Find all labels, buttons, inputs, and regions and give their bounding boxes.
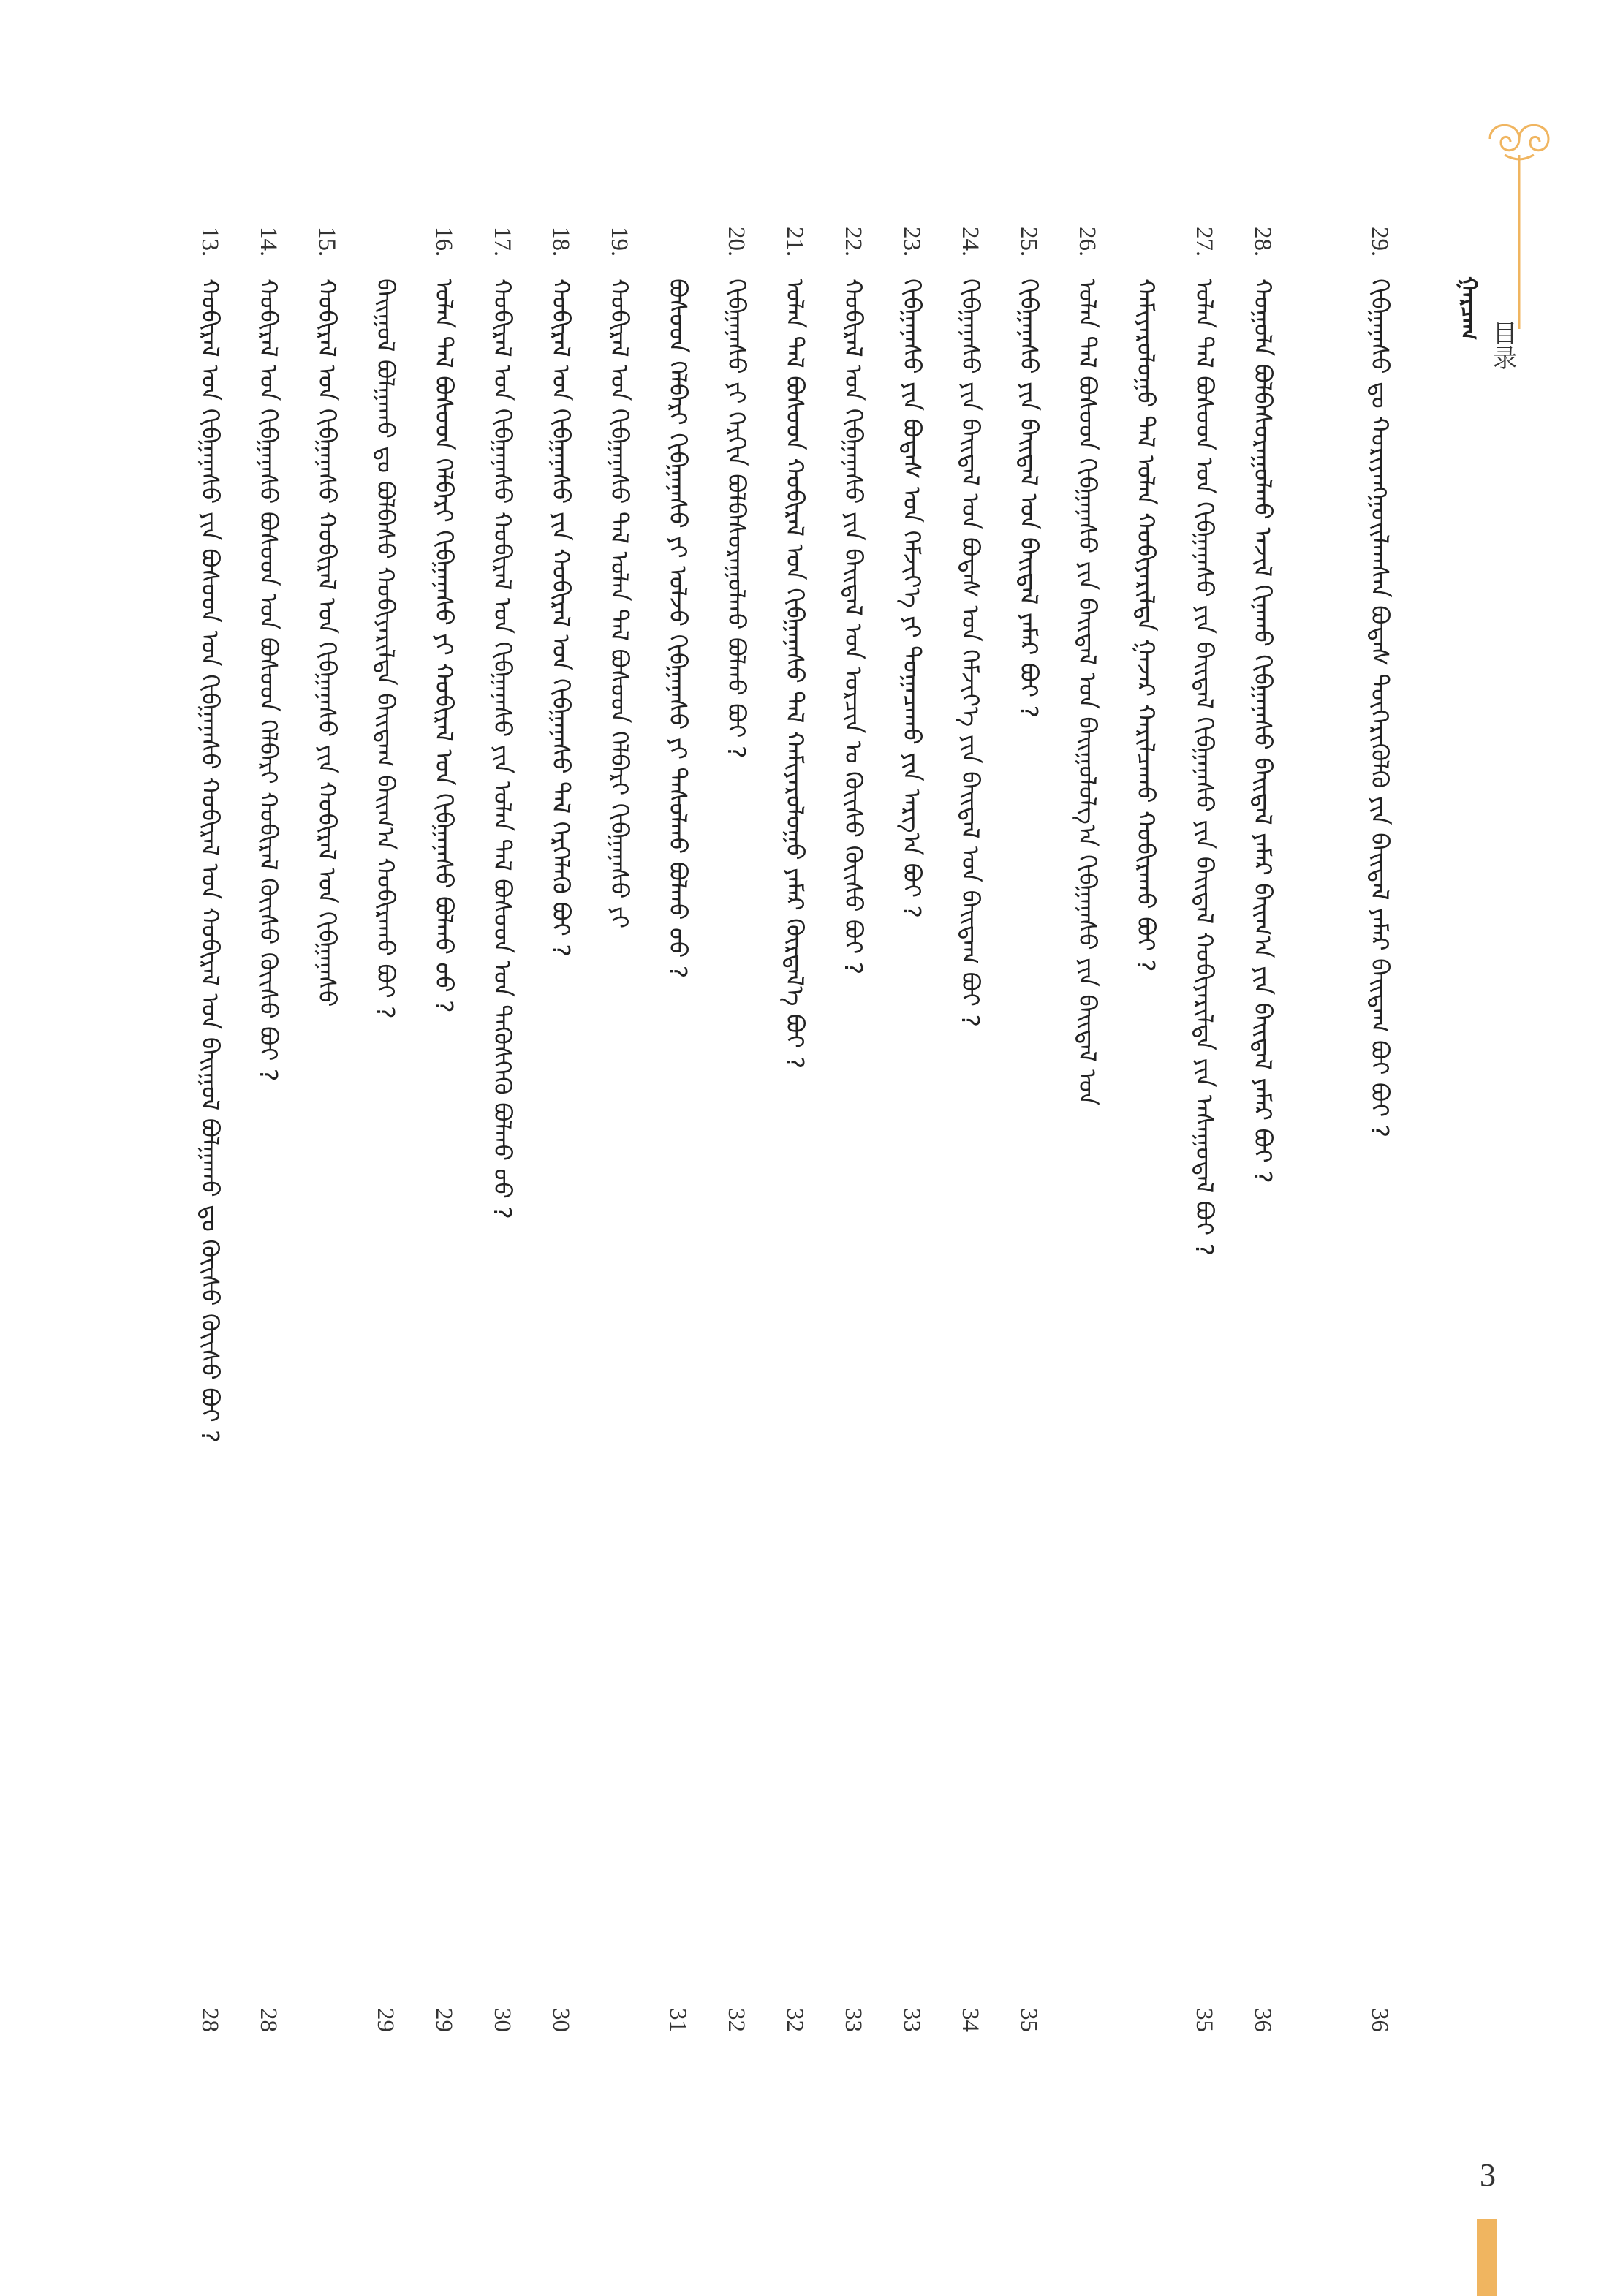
entry-number: 28. [1249,227,1276,257]
toc-entry-20-continued[interactable] [658,227,697,2032]
toc-entry-23[interactable] [892,227,931,2032]
entry-title: ᠬᠣᠭᠣᠯᠠ ᠪᠣᠯᠪᠠᠰᠤᠷᠠᠭᠤᠯᠬᠤ ᠠᠵᠢᠯ ᠬᠢᠨᠠᠬᠤ ᠬᠢᠪᠭᠠᠨᠠᠰᠤ ᠪᠠᠢᠳᠠᠯ ᠶᠠᠮᠠᠷ ᠪᠠᠢᠭ᠎ᠠ ᠶᠢᠨ ᠪᠠᠢᠳᠠᠯ ᠶᠠᠮᠠᠷ ᠪᠤᠢ ? [1249,279,1277,1184]
entry-number: 14. [255,227,281,257]
page-number: 3 [1480,2157,1496,2193]
entry-title: ᠬᠤᠪᠢᠷᠠᠯ ᠤᠨ ᠬᠢᠪᠭᠠᠨᠠᠰᠤ ᠲᠠᠯ ᠣᠯᠠᠨ ᠲᠠᠯ ᠪᠤᠰᠤᠳ ᠬᠡᠯᠪᠡᠷᠢ ᠬᠢᠪᠭᠠᠨᠠᠰᠤ ᠶᠢ [605,279,634,929]
entry-page: 34 [957,2008,983,2032]
entry-page: 36 [1249,2008,1276,2032]
entry-number: 17. [489,227,515,257]
entry-title: ᠬᠤᠪᠢᠷᠠᠯ ᠤᠨ ᠬᠢᠪᠭᠠᠨᠠᠰᠤ ᠶᠢᠨ ᠪᠠᠢᠳᠠᠯ ᠤᠨ ᠣᠷᠴᠢᠨ ᠤ ᠬᠦᠢᠰᠦ ᠬᠦᠢᠰᠦ ᠪᠤᠢ ? [839,279,868,975]
entry-number: 13. [197,227,223,257]
entry-page: 32 [782,2008,808,2032]
entry-title: ᠬᠤᠪᠢᠷᠠᠯ ᠤᠨ ᠬᠢᠪᠭᠠᠨᠠᠰᠤ ᠶᠢᠨ ᠬᠤᠪᠢᠷᠠᠯ ᠤᠨ ᠬᠢᠪᠭᠠᠨᠠᠰᠤ ᠲᠠᠯ ᠬᠡᠷᠭᠡᠯᠡᠬᠦ ᠪᠤᠢ ? [547,279,575,958]
entry-number: 18. [548,227,574,257]
entry-title: ᠪᠤᠰᠤᠳ ᠬᠡᠯᠪᠡᠷᠢ ᠬᠢᠪᠭᠠᠨᠠᠰᠤ ᠶᠢ ᠣᠯᠵᠤ ᠬᠢᠪᠭᠠᠨᠠᠰᠤ ᠶᠢ ᠲᠠᠰᠤᠯᠬᠤ ᠪᠣᠯᠬᠤ ᠤᠤ ? [664,279,692,979]
entry-title: ᠬᠢᠪᠭᠠᠨᠠᠰᠤ ᠶᠢᠨ ᠪᠠᠢᠳᠠᠯ ᠤᠨ ᠪᠠᠢᠳᠠᠯ ᠶᠠᠮᠠᠷ ᠪᠤᠢ ? [1015,279,1043,719]
entry-title: ᠬᠢᠪᠭᠠᠨᠠᠰᠤ ᠶᠢ ᠬᠡᠷᠬᠢᠨ ᠪᠣᠯᠪᠠᠰᠤᠷᠠᠭᠤᠯᠬᠤ ᠪᠣᠯᠬᠤ ᠪᠤᠢ ? [722,279,751,759]
entry-number: 29. [1366,227,1393,257]
entry-number: 27. [1191,227,1217,257]
entry-page: 30 [548,2008,574,2032]
entry-title: ᠬᠤᠪᠢᠷᠠᠯ ᠤᠨ ᠬᠢᠪᠭᠠᠨᠠᠰᠤ ᠬᠤᠪᠢᠷᠠᠯ ᠤᠨ ᠬᠢᠪᠭᠠᠨᠠᠰᠤ ᠶᠢᠨ ᠣᠯᠠᠨ ᠲᠠᠯ ᠪᠤᠰᠤᠳ ᠤᠨ ᠲᠡᠭᠦᠰᠬᠡᠬᠦ ᠪᠣᠯᠬᠤ ᠤᠤ ? [488,279,517,1220]
entry-number: 21. [782,227,808,257]
entry-page: 29 [372,2008,398,2032]
toc-entry-18[interactable] [541,227,580,2032]
entry-page: 29 [431,2008,457,2032]
entry-page: 28 [197,2008,223,2032]
entry-number: 24. [957,227,983,257]
toc-entry-28[interactable] [1243,227,1282,2032]
page-edge-tab [1477,2219,1497,2296]
toc-entry-25[interactable] [1009,227,1048,2032]
entry-number: 20. [723,227,749,257]
toc-entry-17[interactable] [483,227,522,2032]
entry-title: ᠬᠢᠪᠭᠠᠨᠠᠰᠤ ᠶᠢᠨ ᠪᠠᠢᠳᠠᠯ ᠤᠨ ᠪᠣᠳᠠᠰ ᠤᠨ ᠬᠡᠮᠵᠢᠶ᠎ᠡ ᠶᠢᠨ ᠪᠠᠢᠳᠠᠯ ᠤᠨ ᠪᠠᠢᠳᠠᠭ ᠪᠤᠢ ? [956,279,985,1028]
entry-title: ᠬᠤᠪᠢᠷᠠᠯ ᠤᠨ ᠬᠢᠪᠭᠠᠨᠠᠰᠤ ᠬᠤᠪᠢᠷᠠᠯ ᠤᠨ ᠬᠢᠪᠭᠠᠨᠠᠰᠤ ᠶᠢᠨ ᠬᠤᠪᠢᠷᠠᠯ ᠤᠨ ᠬᠢᠪᠭᠠᠨᠠᠰᠤ [313,279,341,1007]
entry-number: 26. [1074,227,1100,257]
entry-number: 23. [898,227,925,257]
toc-entry-22[interactable] [833,227,873,2032]
entry-title: ᠣᠯᠠᠨ ᠲᠠᠯ ᠪᠤᠰᠤᠳ ᠬᠡᠯᠪᠡᠷᠢ ᠬᠢᠪᠭᠠᠨᠠᠰᠤ ᠶᠢ ᠬᠤᠪᠢᠷᠠᠯ ᠤᠨ ᠬᠢᠪᠭᠠᠨᠠᠰᠤ ᠪᠣᠯᠬᠤ ᠤᠤ ? [430,279,458,1013]
entry-title: ᠣᠯᠠᠨ ᠲᠠᠯ ᠪᠤᠰᠤᠳ ᠬᠤᠪᠢᠷᠠᠯ ᠤᠨ ᠬᠢᠪᠭᠠᠨᠠᠰᠤ ᠲᠠᠯ ᠬᠠᠮᠢᠶᠠᠷᠤᠯᠤᠭᠤ ᠶᠠᠮᠠᠷ ᠬᠦᠷᠲᠡᠯ᠎ᠡ ᠪᠤᠢ ? [781,279,809,1069]
entry-page: 30 [489,2008,515,2032]
toc-entry-20[interactable] [716,227,756,2032]
entry-page: 31 [665,2008,691,2032]
toc-entry-16[interactable] [424,227,464,2032]
entry-page: 28 [255,2008,281,2032]
section-title-chinese: 目录 [1488,320,1517,370]
entry-number: 15. [314,227,340,257]
section-title-mongolian: ᠭᠠᠷᠴᠠᠭ [1456,276,1481,341]
entry-title: ᠣᠯᠠᠨ ᠲᠠᠯ ᠪᠤᠰᠤᠳ ᠬᠢᠪᠭᠠᠨᠠᠰᠤ ᠶᠢᠨ ᠪᠠᠢᠳᠠᠯ ᠤᠨ ᠪᠠᠢᠭᠤᠯᠤᠯᠭ᠎ᠠ ᠬᠢᠪᠭᠠᠨᠠᠰᠤ ᠶᠢᠨ ᠪᠠᠢᠳᠠᠯ ᠤᠨ [1073,279,1102,1106]
toc-entry-15[interactable] [307,227,347,2032]
entry-title: ᠬᠤᠪᠢᠷᠠᠯ ᠤᠨ ᠬᠢᠪᠭᠠᠨᠠᠰᠤ ᠪᠤᠰᠤᠳ ᠤᠨ ᠪᠤᠰᠤᠳ ᠬᠡᠯᠪᠡᠷᠢ ᠬᠤᠪᠢᠷᠠᠯ ᠬᠦᠢᠰᠦ ᠬᠦᠢᠰᠦ ᠪᠤᠢ ? [254,279,283,1082]
entry-title: ᠪᠠᠢᠭᠤᠯ ᠪᠣᠯᠭᠠᠬᠤ ᠳᠤ ᠪᠣᠯᠪᠠᠰᠤ ᠬᠤᠪᠢᠶᠠᠷᠢᠯᠳᠠ ᠪᠠᠢᠳᠠᠭ ᠪᠠᠢᠭ᠎ᠠ ᠬᠤᠪᠢᠷᠠᠬᠤ ᠪᠤᠢ ? [371,279,400,1019]
entry-page: 35 [1191,2008,1217,2032]
toc-entry-14[interactable] [249,227,288,2032]
entry-number: 25. [1015,227,1042,257]
toc-entry-24[interactable] [950,227,990,2032]
toc-entry-21[interactable] [775,227,814,2032]
entry-title: ᠬᠠᠮᠢᠶᠠᠷᠤᠯᠤᠭᠤ ᠲᠠᠯ ᠣᠯᠠᠨ ᠬᠤᠪᠢᠶᠠᠷᠢᠯᠳᠠ ᠭᠠᠵᠠᠷ ᠬᠠᠷᠢᠯᠴᠠᠬᠤ ᠬᠤᠪᠢᠷᠠᠬᠤ ᠪᠤᠢ ? [1132,279,1160,972]
toc-entry-13[interactable] [190,227,230,2032]
entry-title: ᠬᠢᠪᠭᠠᠨᠠᠰᠤ ᠳᠤ ᠬᠤᠷᠢᠶᠠᠩᠭᠤᠢᠯᠠᠭᠰᠠᠨ ᠪᠣᠳᠠᠰ ᠲᠦᠭᠡᠷᠢᠭᠦᠯᠬᠦ ᠶᠢᠨ ᠪᠠᠢᠳᠠᠯ ᠶᠠᠮᠠᠷ ᠪᠠᠢᠳᠠᠭ ᠪᠤᠢ ᠪᠤᠢ ? [1366,279,1394,1138]
entry-page: 33 [898,2008,925,2032]
entry-title: ᠣᠯᠠᠨ ᠲᠠᠯ ᠪᠤᠰᠤᠳ ᠤᠨ ᠬᠢᠪᠭᠠᠨᠠᠰᠤ ᠶᠢᠨ ᠪᠠᠢᠳᠠᠯ ᠬᠢᠪᠭᠠᠨᠠᠰᠤ ᠶᠢᠨ ᠪᠠᠢᠳᠠᠯ ᠬᠤᠪᠢᠶᠠᠷᠢᠯᠳᠠ ᠶᠢᠨ ᠠᠰᠠᠭᠤᠳᠠᠯ ᠪᠤᠢ ? [1190,279,1219,1257]
entry-number: 19. [606,227,632,257]
entry-page: 35 [1015,2008,1042,2032]
toc-entry-27-continued[interactable] [1126,227,1165,2032]
entry-page: 33 [840,2008,866,2032]
toc-entry-26[interactable] [1067,227,1107,2032]
toc-entry-27[interactable] [1184,227,1224,2032]
entry-page: 32 [723,2008,749,2032]
entry-number: 22. [840,227,866,257]
entry-title: ᠬᠤᠪᠢᠷᠠᠯ ᠤᠨ ᠬᠢᠪᠭᠠᠨᠠᠰᠤ ᠶᠢᠨ ᠪᠤᠰᠤᠳ ᠤᠨ ᠬᠢᠪᠭᠠᠨᠠᠰᠤ ᠬᠤᠪᠢᠷᠠᠯ ᠤᠨ ᠬᠤᠪᠢᠷᠠᠯ ᠤᠨ ᠪᠠᠢᠭᠤᠯ ᠪᠣᠯᠭᠠᠬᠤ ᠳᠤ ᠬᠦᠢᠰᠦ ᠬᠦᠢᠰᠦ ᠪᠤᠢ ? [196,279,224,1443]
toc-entry-29[interactable] [1360,227,1399,2032]
entry-page: 36 [1366,2008,1393,2032]
toc-entry-16-continued[interactable] [366,227,405,2032]
entry-number: 16. [431,227,457,257]
toc-entry-19[interactable] [599,227,639,2032]
entry-title: ᠬᠢᠪᠭᠠᠨᠠᠰᠤ ᠶᠢᠨ ᠪᠣᠳᠠᠰ ᠤᠨ ᠬᠡᠮᠵᠢᠶ᠎ᠡ ᠶᠢ ᠲᠣᠭᠠᠴᠠᠬᠤ ᠶᠢᠨ ᠠᠷᠭ᠎ᠠ ᠪᠤᠢ ? [898,279,926,919]
